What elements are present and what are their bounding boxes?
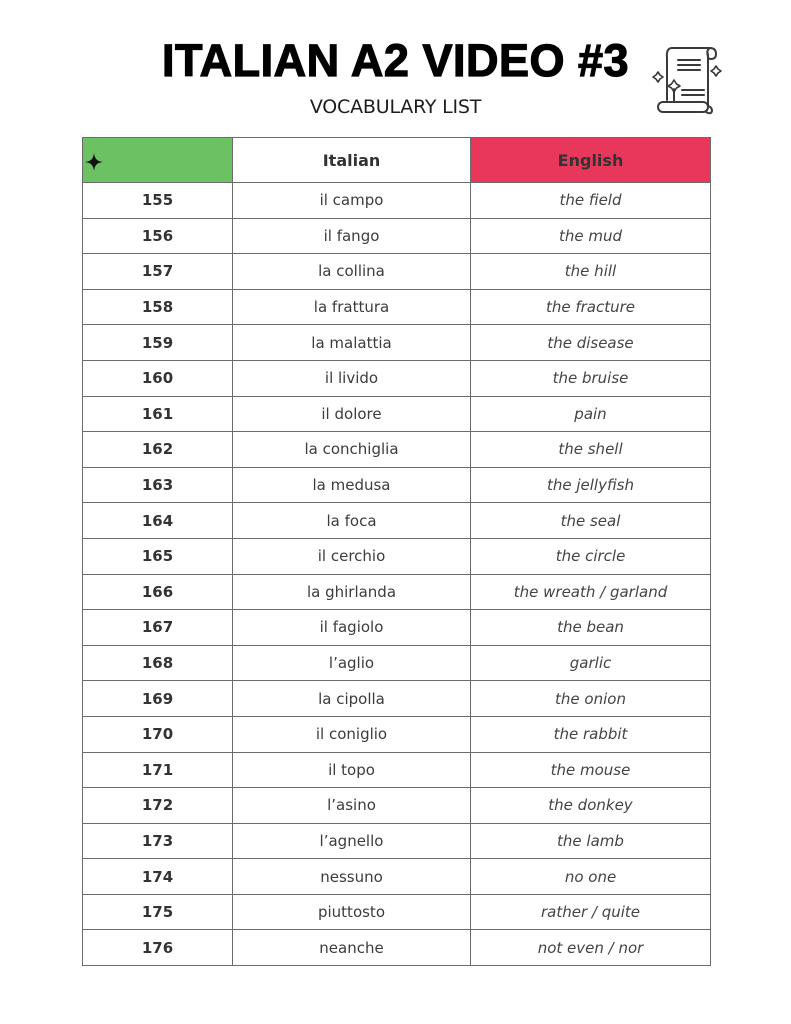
sparkle-icon [85, 153, 103, 171]
italian-word: la conchiglia [233, 432, 471, 468]
english-translation: the hill [471, 254, 711, 290]
row-number: 164 [83, 503, 233, 539]
english-column-header: English [471, 138, 711, 183]
english-translation: the circle [471, 538, 711, 574]
table-row [83, 432, 711, 468]
row-number: 161 [83, 396, 233, 432]
italian-word: la cipolla [233, 681, 471, 717]
italian-word: il fagiolo [233, 610, 471, 646]
table-row [83, 788, 711, 824]
table-row [83, 930, 711, 966]
italian-word: il coniglio [233, 716, 471, 752]
row-number: 157 [83, 254, 233, 290]
row-number: 160 [83, 360, 233, 396]
italian-word: la foca [233, 503, 471, 539]
table-row [83, 823, 711, 859]
italian-word: l’aglio [233, 645, 471, 681]
table-row [83, 218, 711, 254]
row-number: 165 [83, 538, 233, 574]
italian-word: l’asino [233, 788, 471, 824]
italian-word: il livido [233, 360, 471, 396]
english-translation: the bruise [471, 360, 711, 396]
table-row [83, 681, 711, 717]
row-number: 170 [83, 716, 233, 752]
table-row [83, 645, 711, 681]
row-number: 166 [83, 574, 233, 610]
table-row [83, 360, 711, 396]
table-row [83, 610, 711, 646]
table-row [83, 467, 711, 503]
page-title: ITALIAN A2 VIDEO #3 [161, 35, 630, 86]
italian-word: la collina [233, 254, 471, 290]
english-translation: pain [471, 396, 711, 432]
italian-word: la medusa [233, 467, 471, 503]
row-number: 176 [83, 930, 233, 966]
english-translation: no one [471, 859, 711, 895]
english-translation: the mud [471, 218, 711, 254]
table-row [83, 894, 711, 930]
english-translation: the onion [471, 681, 711, 717]
row-number: 173 [83, 823, 233, 859]
english-translation: the bean [471, 610, 711, 646]
table-row [83, 325, 711, 361]
table-row [83, 716, 711, 752]
vocabulary-table [82, 137, 711, 966]
english-translation: the lamb [471, 823, 711, 859]
row-number: 175 [83, 894, 233, 930]
table-row [83, 574, 711, 610]
row-number: 168 [83, 645, 233, 681]
row-number: 158 [83, 289, 233, 325]
italian-word: la malattia [233, 325, 471, 361]
row-number: 163 [83, 467, 233, 503]
row-number: 155 [83, 183, 233, 219]
italian-word: piuttosto [233, 894, 471, 930]
table-row [83, 538, 711, 574]
english-translation: the wreath / garland [471, 574, 711, 610]
english-translation: the field [471, 183, 711, 219]
english-translation: garlic [471, 645, 711, 681]
table-row [83, 752, 711, 788]
italian-column-header: Italian [233, 138, 471, 183]
table-row [83, 859, 711, 895]
number-column-header [83, 138, 233, 183]
row-number: 159 [83, 325, 233, 361]
italian-word: nessuno [233, 859, 471, 895]
row-number: 172 [83, 788, 233, 824]
english-translation: the mouse [471, 752, 711, 788]
italian-word: il campo [233, 183, 471, 219]
table-header-row [83, 138, 711, 183]
english-translation: not even / nor [471, 930, 711, 966]
english-translation: the donkey [471, 788, 711, 824]
row-number: 156 [83, 218, 233, 254]
table-row [83, 396, 711, 432]
italian-word: il fango [233, 218, 471, 254]
table-row [83, 254, 711, 290]
english-translation: the disease [471, 325, 711, 361]
scroll-with-sparkles-icon [650, 40, 722, 118]
italian-word: il dolore [233, 396, 471, 432]
english-translation: rather / quite [471, 894, 711, 930]
english-translation: the fracture [471, 289, 711, 325]
table-row [83, 289, 711, 325]
row-number: 171 [83, 752, 233, 788]
italian-word: la ghirlanda [233, 574, 471, 610]
row-number: 162 [83, 432, 233, 468]
english-translation: the shell [471, 432, 711, 468]
italian-word: l’agnello [233, 823, 471, 859]
table-row [83, 183, 711, 219]
row-number: 169 [83, 681, 233, 717]
english-translation: the jellyfish [471, 467, 711, 503]
row-number: 167 [83, 610, 233, 646]
italian-word: il cerchio [233, 538, 471, 574]
italian-word: neanche [233, 930, 471, 966]
english-translation: the seal [471, 503, 711, 539]
page-subtitle: VOCABULARY LIST [309, 96, 482, 118]
table-row [83, 503, 711, 539]
italian-word: il topo [233, 752, 471, 788]
row-number: 174 [83, 859, 233, 895]
english-translation: the rabbit [471, 716, 711, 752]
italian-word: la frattura [233, 289, 471, 325]
